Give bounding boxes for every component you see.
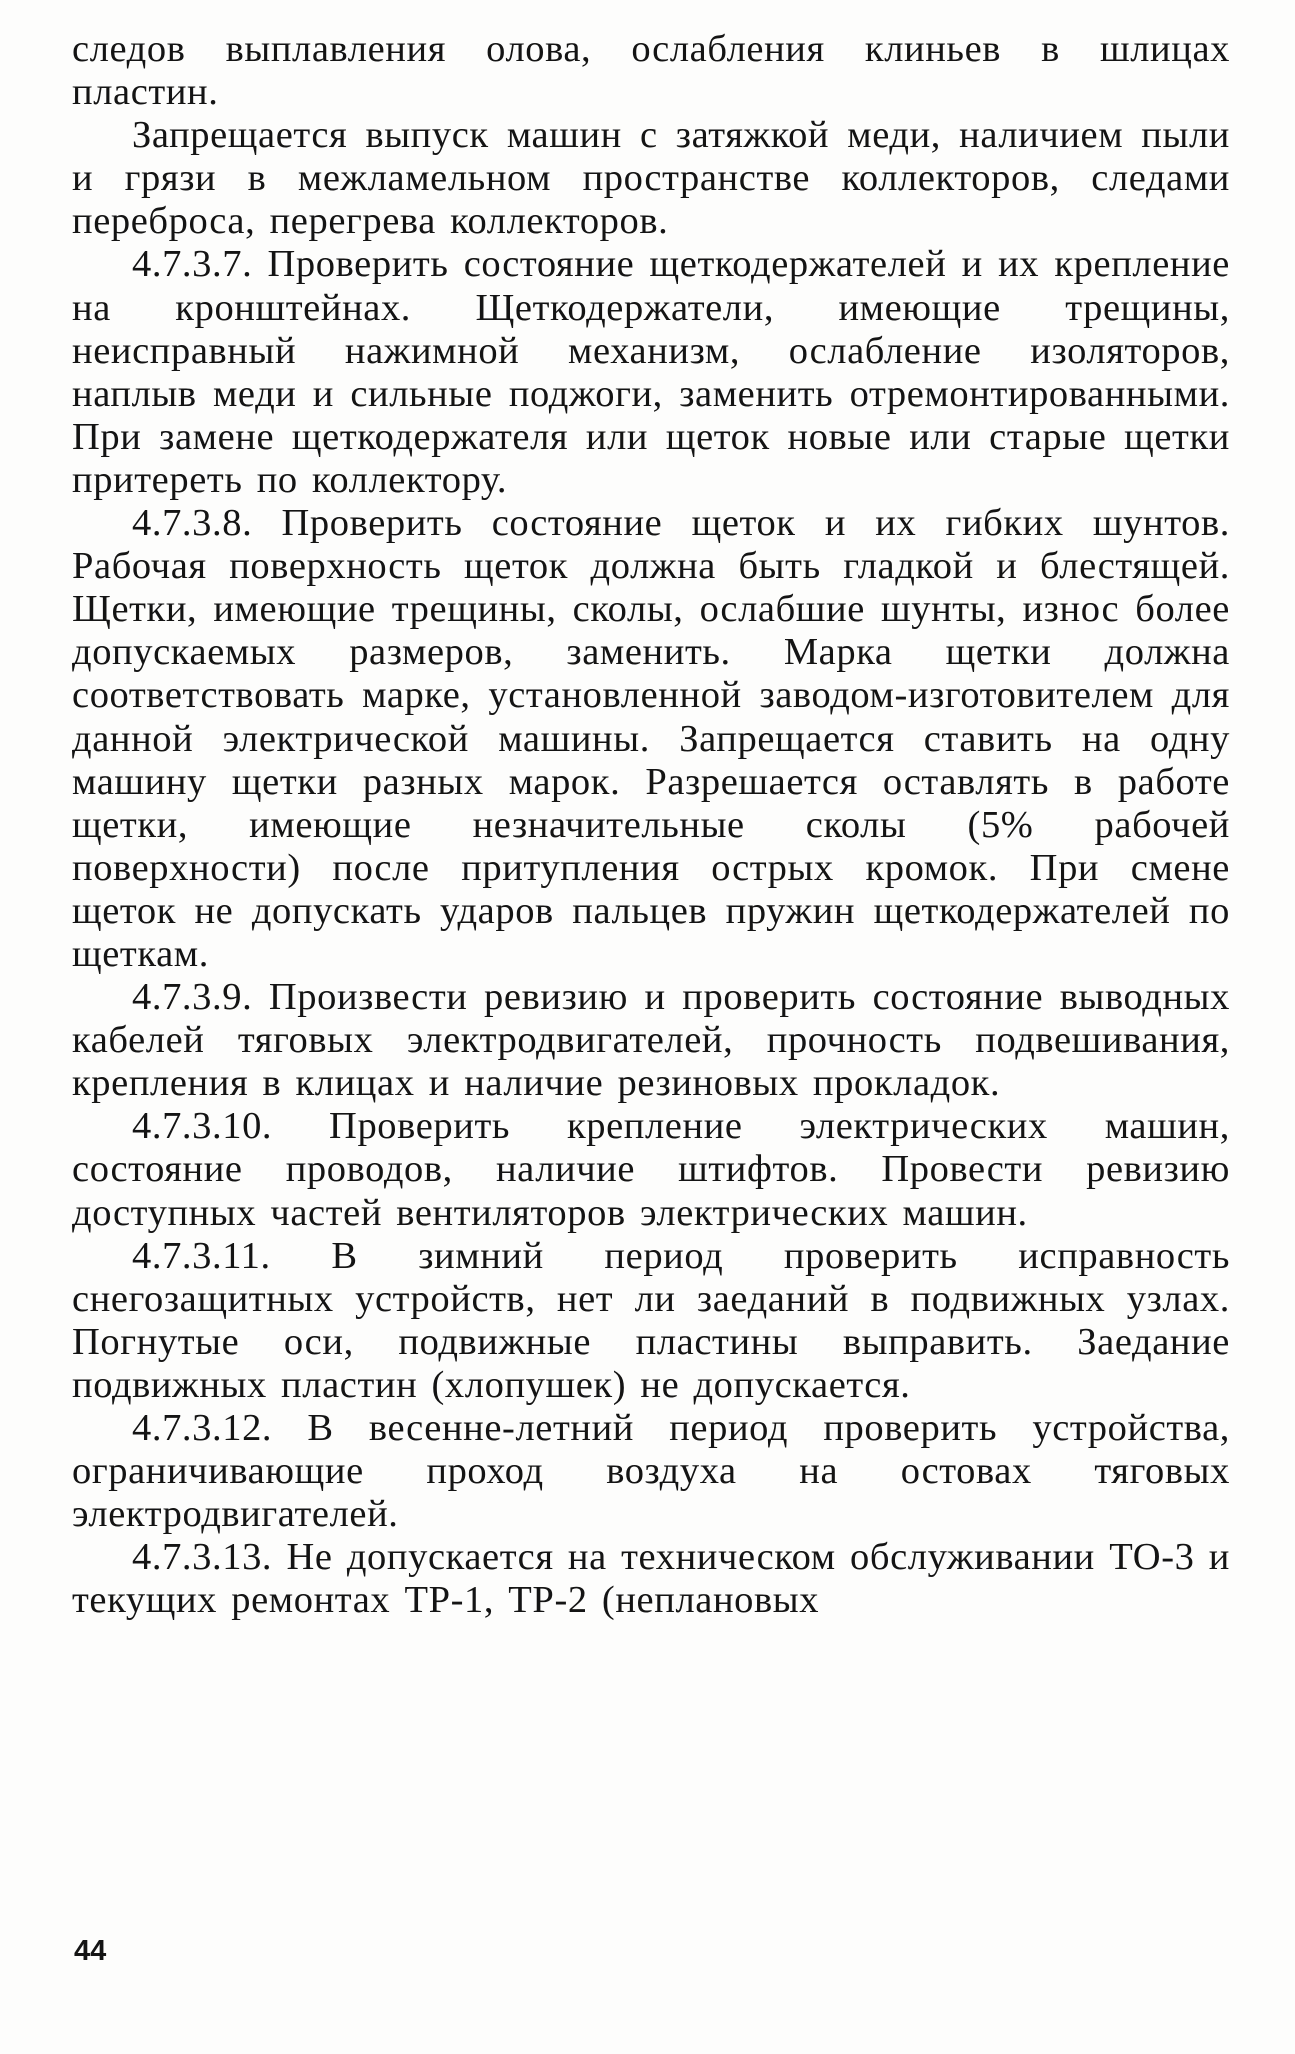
paragraph-4-7-3-13: 4.7.3.13. Не допускается на техническом обслуживании ТО-3 и текущих ремонтах ТР-1, ТР-2 (неплановых xyxy=(72,1536,1230,1622)
paragraph-4-7-3-11: 4.7.3.11. В зимний период проверить исправность снегозащитных устройств, нет ли заеданий в подвижных узлах. Погнутые оси, подвижные пластины выправить. Заедание подвижных пластин (хлопушек) не допускается. xyxy=(72,1234,1230,1406)
paragraph-2: Запрещается выпуск машин с затяжкой меди, наличием пыли и грязи в межламельном пространстве коллекторов, следами переброса, перегрева коллекторов. xyxy=(72,114,1230,243)
paragraph-4-7-3-9: 4.7.3.9. Произвести ревизию и проверить состояние выводных кабелей тяговых электродвигателей, прочность подвешивания, крепления в клицах и наличие резиновых прокладок. xyxy=(72,976,1230,1105)
page-number: 44 xyxy=(74,1935,107,1967)
paragraph-4-7-3-7: 4.7.3.7. Проверить состояние щеткодержателей и их крепление на кронштейнах. Щеткодержатели, имеющие трещины, неисправный нажимной механизм, ослабление изоляторов, наплыв меди и сильные поджоги, заменить отремонтированными. При замене щеткодержателя или щеток новые или старые щетки притереть по коллектору. xyxy=(72,243,1230,501)
body-text xyxy=(72,28,1230,1622)
paragraph-4-7-3-12: 4.7.3.12. В весенне-летний период проверить устройства, ограничивающие проход воздуха на остовах тяговых электродвигателей. xyxy=(72,1407,1230,1536)
paragraph-1: следов выплавления олова, ослабления клиньев в шлицах пластин. xyxy=(72,28,1230,114)
paragraph-4-7-3-8: 4.7.3.8. Проверить состояние щеток и их гибких шунтов. Рабочая поверхность щеток должна быть гладкой и блестящей. Щетки, имеющие трещины, сколы, ослабшие шунты, износ более допускаемых размеров, заменить. Марка щетки должна соответствовать марке, установленной заводом-изготовителем для данной электрической машины. Запрещается ставить на одну машину щетки разных марок. Разрешается оставлять в работе щетки, имеющие незначительные сколы (5% рабочей поверхности) после притупления острых кромок. При смене щеток не допускать ударов пальцев пружин щеткодержателей по щеткам. xyxy=(72,502,1230,975)
paragraph-4-7-3-10: 4.7.3.10. Проверить крепление электрических машин, состояние проводов, наличие штифтов. Провести ревизию доступных частей вентиляторов электрических машин. xyxy=(72,1105,1230,1234)
